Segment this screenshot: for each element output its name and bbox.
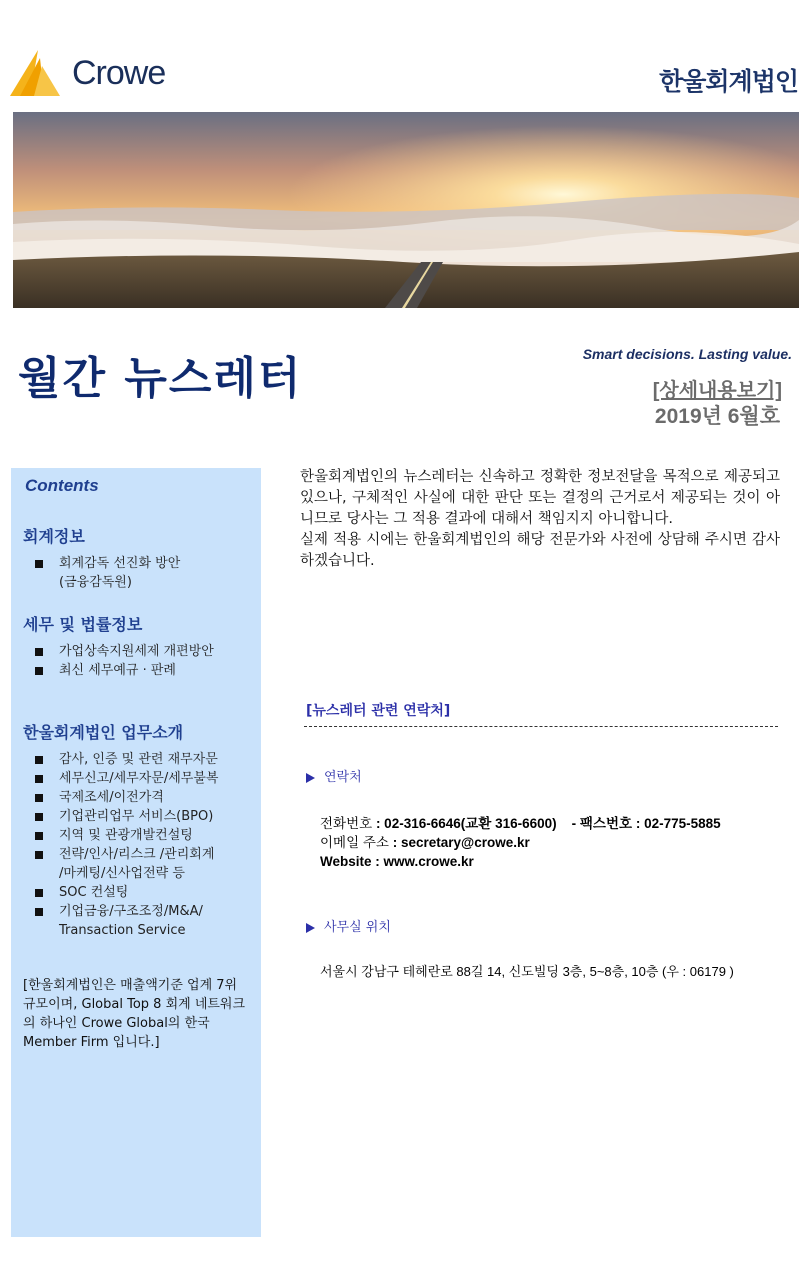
firm-name: 한울회계법인 (659, 67, 798, 96)
list-item: 기업관리업무 서비스(BPO) (33, 807, 218, 826)
email-link[interactable]: : secretary@crowe.kr (392, 835, 530, 850)
tagline: Smart decisions. Lasting value. (582, 346, 792, 362)
contact-subheading (306, 766, 362, 785)
list-item: 국제조세/이전가격 (33, 788, 218, 807)
email-label: 이메일 주소 (320, 835, 389, 850)
view-details-link[interactable]: [상세내용보기] (652, 380, 782, 402)
list-item: 지역 및 관광개발컨설팅 (33, 826, 218, 845)
intro-text (300, 467, 780, 572)
fax-number: : 02-775-5885 (635, 816, 721, 831)
triangle-right-icon (306, 773, 315, 783)
section-title-tax-law: 세무 및 법률정보 (23, 615, 143, 634)
office-address: 서울시 강남구 테헤란로 88길 14, 신도빌딩 3층, 5~8층, 10층 (우 : 06179 ) (320, 964, 734, 979)
list-item[interactable]: 회계감독 선진화 방안 (금융감독원) (33, 554, 180, 592)
contact-details (320, 814, 721, 871)
dashed-divider (304, 726, 778, 727)
section-title-services: 한울회계법인 업무소개 (23, 723, 184, 742)
section-title-accounting: 회계정보 (23, 527, 85, 546)
services-list (33, 750, 218, 940)
website-link[interactable]: Website : www.crowe.kr (320, 854, 474, 869)
contact-label: 연락처 (324, 770, 362, 785)
list-item[interactable]: 가업상속지원세제 개편방안 (33, 642, 214, 661)
office-subheading (306, 916, 391, 935)
crowe-logo-mark-icon (10, 48, 66, 100)
phone-number[interactable]: : 02-316-6646(교환 316-6600) (375, 816, 557, 831)
logo-wordmark: Crowe (72, 54, 166, 92)
firm-about-note: [한울회계법인은 매출액기준 업계 7위 규모이며, Global Top 8 회계 네트워크의 하나인 Crowe Global의 한국 Member Firm 입니다.] (23, 978, 246, 1050)
issue-date: 2019년 6월호 (654, 405, 780, 428)
disclaimer-paragraph: 한울회계법인의 뉴스레터는 신속하고 정확한 정보전달을 목적으로 제공되고 있으나, 구체적인 사실에 대한 판단 또는 결정의 근거로서 제공되는 것이 아니므로 당사는 그 적용 결과에 대해서 책임지지 아니합니다. (300, 469, 780, 527)
list-item: 세무신고/세무자문/세무불복 (33, 769, 218, 788)
tax-law-list (33, 642, 214, 680)
list-item[interactable]: 최신 세무예규 · 판례 (33, 661, 214, 680)
contents-sidebar (11, 468, 261, 1237)
phone-label: 전화번호 (320, 816, 373, 831)
fax-label: - 팩스번호 (571, 816, 633, 831)
crowe-logo[interactable] (10, 48, 210, 100)
contents-heading: Contents (25, 476, 99, 495)
triangle-right-icon (306, 923, 315, 933)
newsletter-title: 월간 뉴스레터 (18, 353, 303, 404)
consult-paragraph: 실제 적용 시에는 한울회계법인의 해당 전문가와 사전에 상담해 주시면 감사하겠습니다. (300, 532, 780, 569)
contact-heading: [뉴스레터 관련 연락처] (306, 703, 451, 719)
list-item: SOC 컨설팅 (33, 883, 218, 902)
office-label: 사무실 위치 (324, 920, 391, 935)
list-item: 전략/인사/리스크 /관리회계 /마케팅/신사업전략 등 (33, 845, 218, 883)
accounting-list (33, 554, 180, 592)
list-item: 기업금융/구조조정/M&A/ Transaction Service (33, 902, 218, 940)
list-item: 감사, 인증 및 관련 재무자문 (33, 750, 218, 769)
banner-photo (13, 112, 799, 308)
